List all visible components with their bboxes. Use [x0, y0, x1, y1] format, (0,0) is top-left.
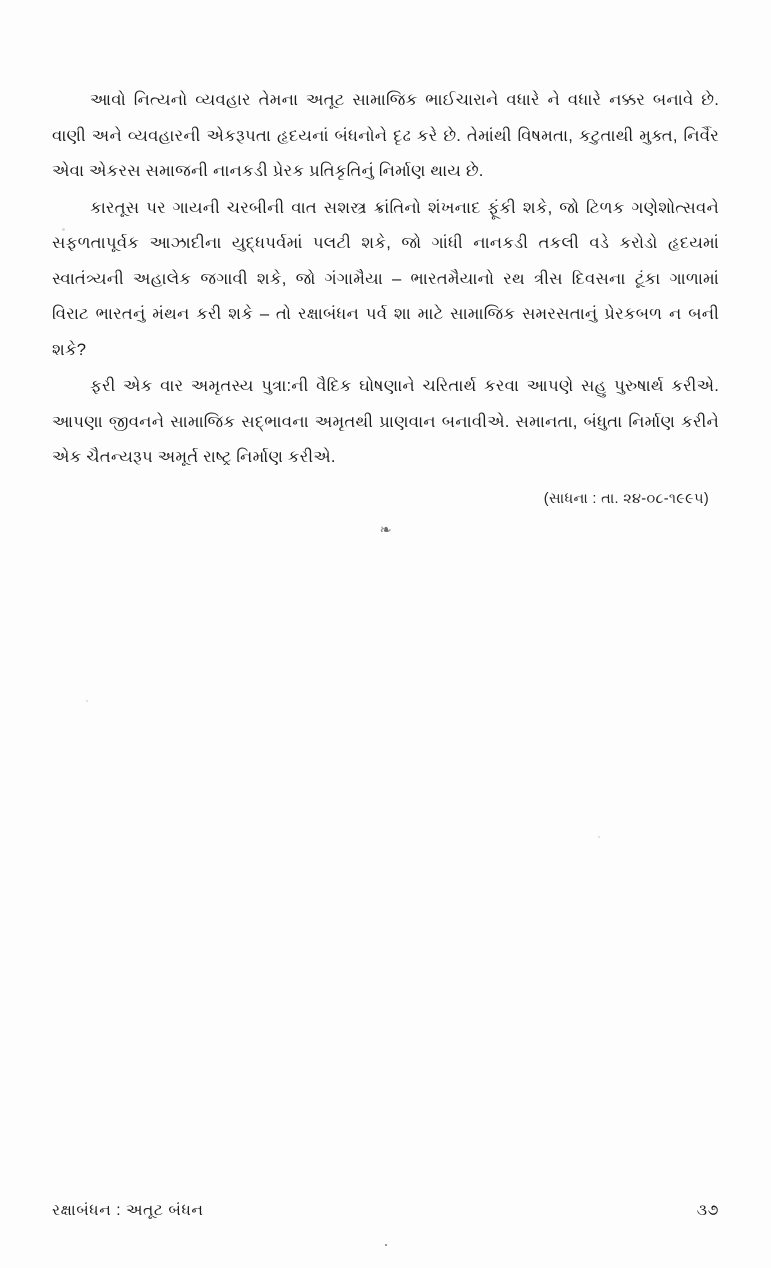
footer-chapter-title: રક્ષાબંધન : અતૂટ બંધન [52, 1202, 204, 1219]
page-number: ૩૭ [696, 1202, 719, 1219]
bottom-dot-mark [385, 1244, 387, 1246]
paragraph: ફરી એક વાર અમૃતસ્ય પુત્રા:ની વૈદિક ઘોષણાને ચરિતાર્થ કરવા આપણે સહુ પુરુષાર્થ કરીએ. આપણા જીવનને સામાજિક સદ્‌ભાવના અમૃતથી પ્રાણવાન બનાવીએ. સમાનતા, બંધુતા નિર્માણ કરીને એક ચૈતન્યરૂપ અમૂર્ત રાષ્ટ્ર નિર્માણ કરીએ. [52, 376, 719, 466]
leaf-ornament-icon: ❧ [379, 520, 392, 538]
page-body [52, 82, 719, 536]
source-attribution: (સાધના : તા. ૨૪-૦૮-૧૯૯૫) [543, 490, 709, 507]
scan-speck [62, 228, 65, 231]
page-footer [52, 1202, 719, 1220]
ornament-divider [52, 520, 719, 538]
scan-speck [598, 836, 600, 838]
scan-speck [86, 700, 88, 702]
paragraph: આવો નિત્યનો વ્યવહાર તેમના અતૂટ સામાજિક ભાઈચારાને વધારે ને વધારે નક્કર બનાવે છે. વાણી અને વ્યવહારની એકરૂપતા હૃદયનાં બંધનોને દૃઢ કરે છે. તેમાંથી વિષમતા, કટુતાથી મુક્ત, નિર્વૈર એવા એકરસ સમાજની નાનકડી પ્રેરક પ્રતિકૃતિનું નિર્માણ થાય છે. [52, 90, 719, 180]
paragraph: કારતૂસ પર ગાયની ચરબીની વાત સશસ્ત્ર ક્રાંતિનો શંખનાદ ફૂંકી શકે, જો ટિળક ગણેશોત્સવને સફળતાપૂર્વક આઝાદીના યુદ્ધપર્વમાં પલટી શકે, જો ગાંધી નાનકડી તકલી વડે કરોડો હૃદયમાં સ્વાતંત્ર્યની અહાલેક જગાવી શકે, જો ગંગામૈયા – ભારતમૈયાનો રથ ત્રીસ દિવસના ટૂંકા ગાળામાં વિરાટ ભારતનું મંથન કરી શકે – તો રક્ષાબંધન પર્વ શા માટે સામાજિક સમરસતાનું પ્રેરકબળ ન બની શકે? [52, 197, 719, 359]
